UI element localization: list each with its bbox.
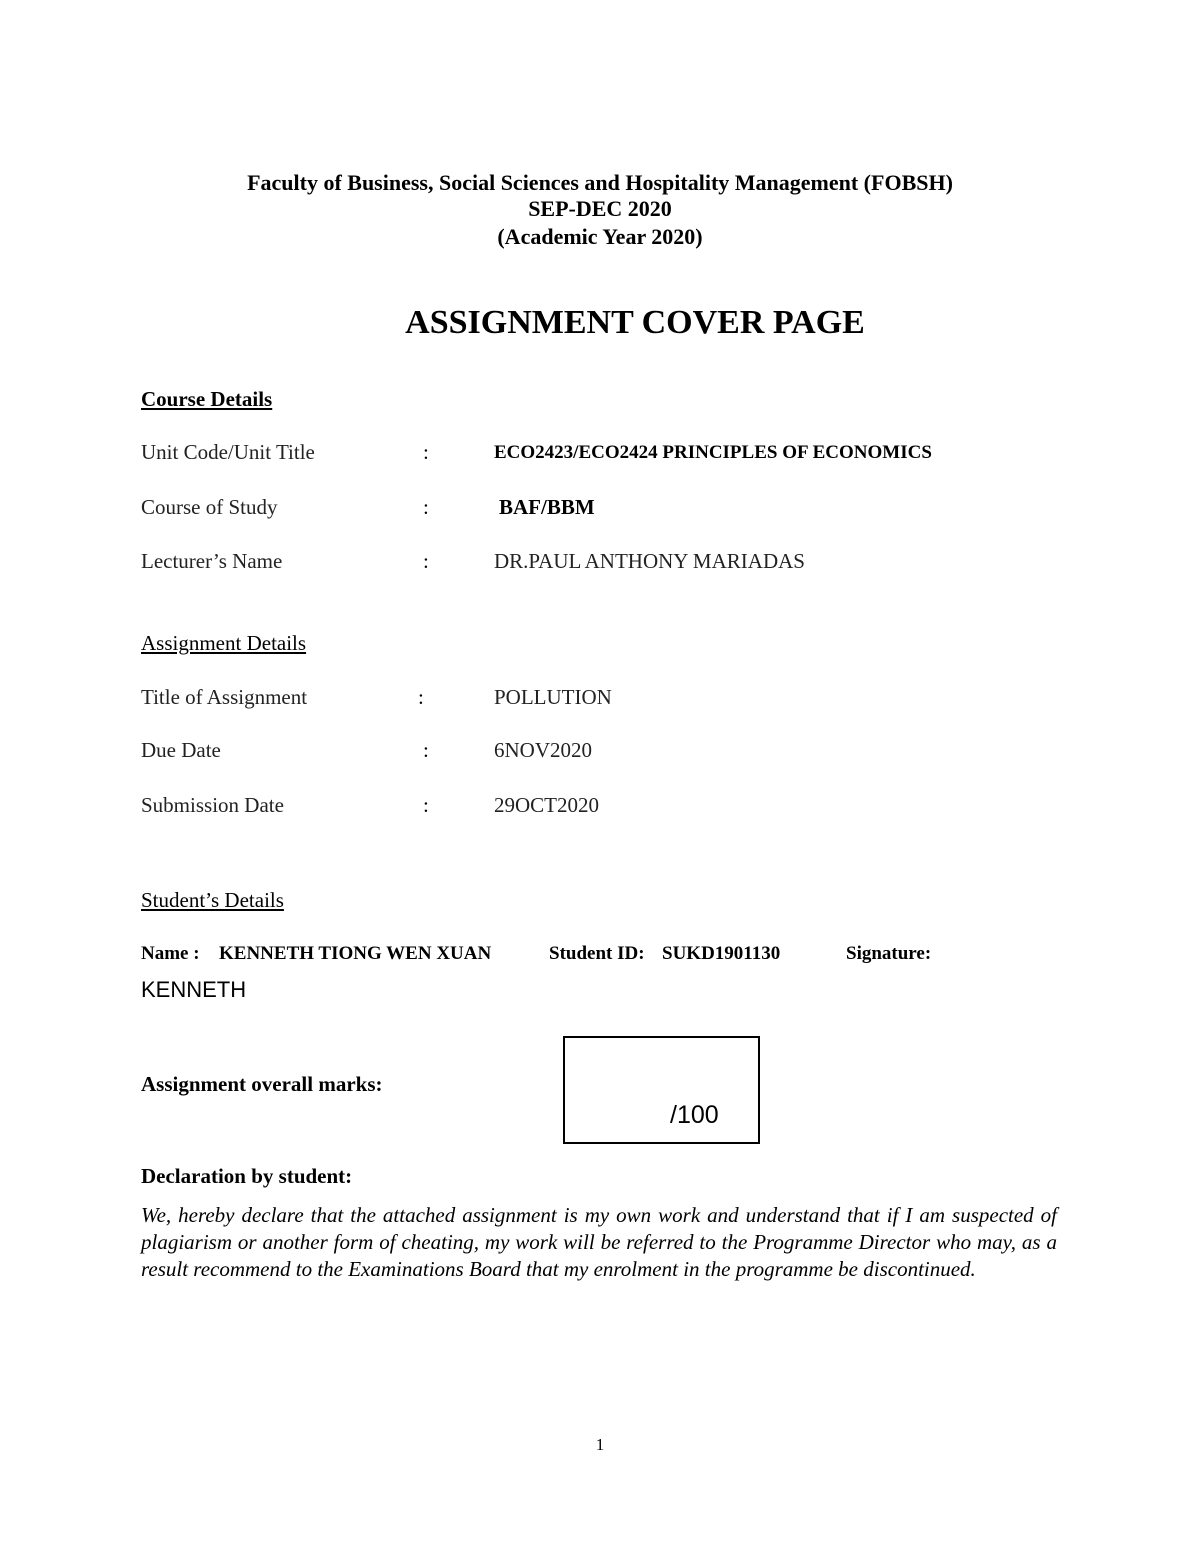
declaration-heading: Declaration by student:	[141, 1164, 353, 1188]
due-date-value: 6NOV2020	[494, 738, 592, 762]
assignment-title-label: Title of Assignment	[141, 685, 308, 709]
due-date-colon: :	[423, 738, 429, 762]
lecturer-name-colon: :	[423, 549, 429, 573]
lecturer-name-value: DR.PAUL ANTHONY MARIADAS	[494, 549, 805, 573]
course-details-heading: Course Details	[141, 387, 273, 411]
course-of-study-value: BAF/BBM	[499, 495, 595, 519]
signature-label: Signature:	[846, 943, 932, 964]
student-id-value: SUKD1901130	[662, 943, 781, 964]
student-details-heading: Student’s Details	[141, 888, 284, 912]
submission-date-label: Submission Date	[141, 793, 284, 817]
assignment-details-heading: Assignment Details	[141, 631, 307, 655]
faculty-heading: Faculty of Business, Social Sciences and Hospitality Management (FOBSH)	[247, 170, 953, 195]
unit-code-colon: :	[423, 440, 429, 464]
assignment-title-colon: :	[418, 685, 424, 709]
page-number: 1	[595, 1435, 605, 1454]
due-date-label: Due Date	[141, 738, 221, 762]
academic-year-heading: (Academic Year 2020)	[497, 224, 703, 249]
overall-marks-label: Assignment overall marks:	[141, 1072, 383, 1096]
student-name-label: Name :	[141, 943, 200, 964]
submission-date-value: 29OCT2020	[494, 793, 599, 817]
marks-total: /100	[670, 1101, 719, 1129]
course-of-study-label: Course of Study	[141, 495, 278, 519]
semester-heading: SEP-DEC 2020	[528, 196, 672, 221]
declaration-text: We, hereby declare that the attached assignment is my own work and understand that if I am suspected of plagiarism or another form of cheating, my work will be referred to the Programme Director who may, as a result recommend to the Examinations Board that my enrolment in the programme be discontinued.	[141, 1203, 1057, 1281]
signature-value: KENNETH	[141, 977, 247, 1002]
unit-code-value: ECO2423/ECO2424 PRINCIPLES OF ECONOMICS	[494, 442, 932, 463]
page-title: ASSIGNMENT COVER PAGE	[405, 304, 865, 341]
marks-box	[563, 1036, 760, 1144]
student-id-label: Student ID:	[549, 943, 645, 964]
assignment-title-value: POLLUTION	[494, 685, 612, 709]
unit-code-label: Unit Code/Unit Title	[141, 440, 315, 464]
submission-date-colon: :	[423, 793, 429, 817]
student-name-value: KENNETH TIONG WEN XUAN	[219, 943, 492, 964]
course-of-study-colon: :	[423, 495, 429, 519]
lecturer-name-label: Lecturer’s Name	[141, 549, 283, 573]
